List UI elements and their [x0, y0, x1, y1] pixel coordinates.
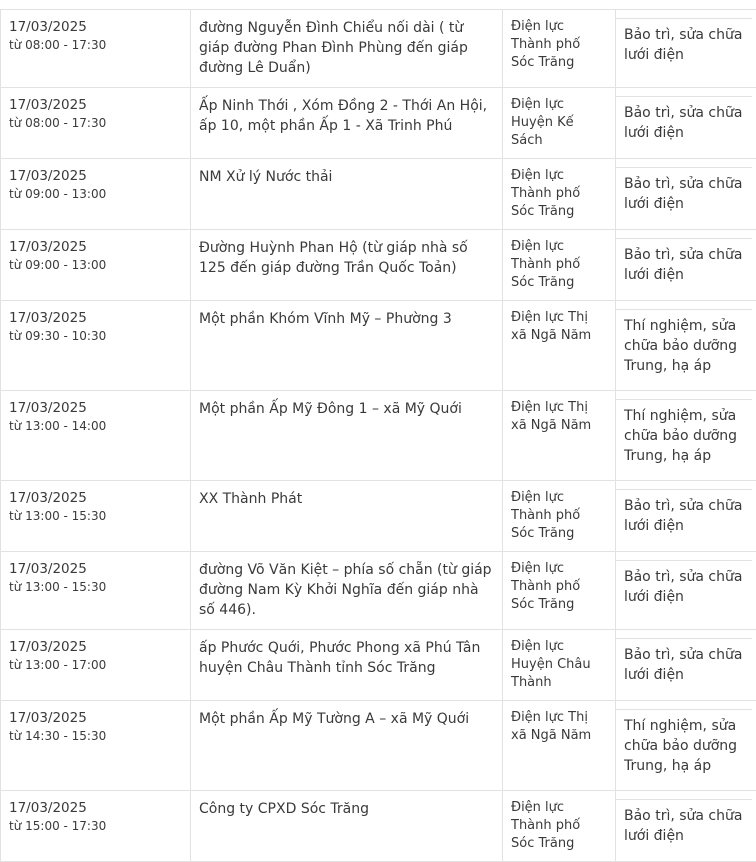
outage-time: từ 13:00 - 14:00 — [9, 417, 182, 435]
unit-cell — [503, 159, 616, 230]
table-row — [1, 88, 756, 159]
date-cell — [1, 10, 191, 88]
outage-date: 17/03/2025 — [9, 238, 182, 256]
reason-cell — [616, 791, 756, 862]
area-cell — [191, 88, 503, 159]
outage-date: 17/03/2025 — [9, 399, 182, 417]
reason-cell — [616, 552, 756, 630]
outage-time: từ 09:00 - 13:00 — [9, 185, 182, 203]
outage-area: Đường Huỳnh Phan Hộ (từ giáp nhà số 125 đến giáp đường Trần Quốc Toản) — [199, 240, 468, 276]
reason-cell — [616, 159, 756, 230]
power-unit: Điện lực Huyện Kế Sách — [511, 97, 574, 148]
area-cell — [191, 791, 503, 862]
table-body — [1, 10, 756, 862]
unit-cell — [503, 552, 616, 630]
table-row — [1, 159, 756, 230]
outage-reason: Thí nghiệm, sửa chữa bảo dưỡng Trung, hạ áp — [616, 309, 752, 376]
date-cell — [1, 301, 191, 391]
outage-reason: Bảo trì, sửa chữa lưới điện — [616, 560, 752, 607]
power-unit: Điện lực Thành phố Sóc Trăng — [511, 239, 580, 290]
power-unit: Điện lực Thành phố Sóc Trăng — [511, 800, 580, 851]
outage-reason: Bảo trì, sửa chữa lưới điện — [616, 638, 752, 685]
power-unit: Điện lực Thành phố Sóc Trăng — [511, 168, 580, 219]
area-cell — [191, 630, 503, 701]
outage-area: Một phần Ấp Mỹ Tường A – xã Mỹ Quới — [199, 711, 469, 727]
outage-reason: Bảo trì, sửa chữa lưới điện — [616, 238, 752, 285]
date-cell — [1, 701, 191, 791]
area-cell — [191, 701, 503, 791]
reason-cell — [616, 391, 756, 481]
power-unit: Điện lực Thị xã Ngã Năm — [511, 710, 591, 743]
outage-time: từ 14:30 - 15:30 — [9, 727, 182, 745]
table-row — [1, 630, 756, 701]
outage-area: XX Thành Phát — [199, 491, 302, 507]
outage-time: từ 09:30 - 10:30 — [9, 327, 182, 345]
power-unit: Điện lực Thành phố Sóc Trăng — [511, 19, 580, 70]
area-cell — [191, 481, 503, 552]
table-row — [1, 552, 756, 630]
date-cell — [1, 88, 191, 159]
reason-cell — [616, 10, 756, 88]
outage-reason: Bảo trì, sửa chữa lưới điện — [616, 167, 752, 214]
outage-time: từ 08:00 - 17:30 — [9, 114, 182, 132]
reason-cell — [616, 481, 756, 552]
outage-schedule-table — [0, 9, 756, 862]
power-unit: Điện lực Thị xã Ngã Năm — [511, 400, 591, 433]
outage-time: từ 15:00 - 17:30 — [9, 817, 182, 835]
table-row — [1, 791, 756, 862]
date-cell — [1, 481, 191, 552]
unit-cell — [503, 701, 616, 791]
unit-cell — [503, 10, 616, 88]
area-cell — [191, 552, 503, 630]
power-unit: Điện lực Thành phố Sóc Trăng — [511, 490, 580, 541]
date-cell — [1, 630, 191, 701]
outage-date: 17/03/2025 — [9, 96, 182, 114]
reason-cell — [616, 230, 756, 301]
table-row — [1, 481, 756, 552]
outage-area: NM Xử lý Nước thải — [199, 169, 332, 185]
outage-time: từ 13:00 - 15:30 — [9, 578, 182, 596]
outage-time: từ 08:00 - 17:30 — [9, 36, 182, 54]
outage-date: 17/03/2025 — [9, 18, 182, 36]
area-cell — [191, 159, 503, 230]
table-row — [1, 301, 756, 391]
reason-cell — [616, 701, 756, 791]
area-cell — [191, 391, 503, 481]
date-cell — [1, 791, 191, 862]
outage-area: Ấp Ninh Thới , Xóm Đồng 2 - Thới An Hội, ấp 10, một phần Ấp 1 - Xã Trinh Phú — [199, 98, 487, 134]
unit-cell — [503, 791, 616, 862]
outage-reason: Bảo trì, sửa chữa lưới điện — [616, 18, 752, 65]
area-cell — [191, 301, 503, 391]
date-cell — [1, 230, 191, 301]
outage-reason: Bảo trì, sửa chữa lưới điện — [616, 799, 752, 846]
table-row — [1, 701, 756, 791]
date-cell — [1, 391, 191, 481]
outage-area: ấp Phước Quới, Phước Phong xã Phú Tân huyện Châu Thành tỉnh Sóc Trăng — [199, 640, 480, 676]
outage-area: Một phần Ấp Mỹ Đông 1 – xã Mỹ Quới — [199, 401, 462, 417]
area-cell — [191, 230, 503, 301]
unit-cell — [503, 630, 616, 701]
table-row — [1, 230, 756, 301]
outage-time: từ 13:00 - 17:00 — [9, 656, 182, 674]
reason-cell — [616, 88, 756, 159]
outage-date: 17/03/2025 — [9, 560, 182, 578]
outage-time: từ 09:00 - 13:00 — [9, 256, 182, 274]
outage-time: từ 13:00 - 15:30 — [9, 507, 182, 525]
outage-date: 17/03/2025 — [9, 489, 182, 507]
unit-cell — [503, 481, 616, 552]
outage-reason: Thí nghiệm, sửa chữa bảo dưỡng Trung, hạ áp — [616, 709, 752, 776]
outage-reason: Thí nghiệm, sửa chữa bảo dưỡng Trung, hạ áp — [616, 399, 752, 466]
date-cell — [1, 159, 191, 230]
reason-cell — [616, 630, 756, 701]
unit-cell — [503, 391, 616, 481]
area-cell — [191, 10, 503, 88]
power-unit: Điện lực Thị xã Ngã Năm — [511, 310, 591, 343]
table-row — [1, 391, 756, 481]
outage-reason: Bảo trì, sửa chữa lưới điện — [616, 96, 752, 143]
unit-cell — [503, 301, 616, 391]
outage-area: đường Võ Văn Kiệt – phía số chẵn (từ giáp đường Nam Kỳ Khởi Nghĩa đến giáp nhà số 446). — [199, 562, 492, 618]
unit-cell — [503, 88, 616, 159]
outage-area: đường Nguyễn Đình Chiểu nối dài ( từ giáp đường Phan Đình Phùng đến giáp đường Lê Duẩn) — [199, 20, 468, 76]
outage-date: 17/03/2025 — [9, 638, 182, 656]
outage-date: 17/03/2025 — [9, 799, 182, 817]
table-row — [1, 10, 756, 88]
outage-reason: Bảo trì, sửa chữa lưới điện — [616, 489, 752, 536]
outage-date: 17/03/2025 — [9, 709, 182, 727]
date-cell — [1, 552, 191, 630]
outage-date: 17/03/2025 — [9, 309, 182, 327]
outage-date: 17/03/2025 — [9, 167, 182, 185]
power-unit: Điện lực Huyện Châu Thành — [511, 639, 591, 690]
reason-cell — [616, 301, 756, 391]
unit-cell — [503, 230, 616, 301]
outage-area: Công ty CPXD Sóc Trăng — [199, 801, 369, 817]
power-unit: Điện lực Thành phố Sóc Trăng — [511, 561, 580, 612]
outage-area: Một phần Khóm Vĩnh Mỹ – Phường 3 — [199, 311, 452, 327]
